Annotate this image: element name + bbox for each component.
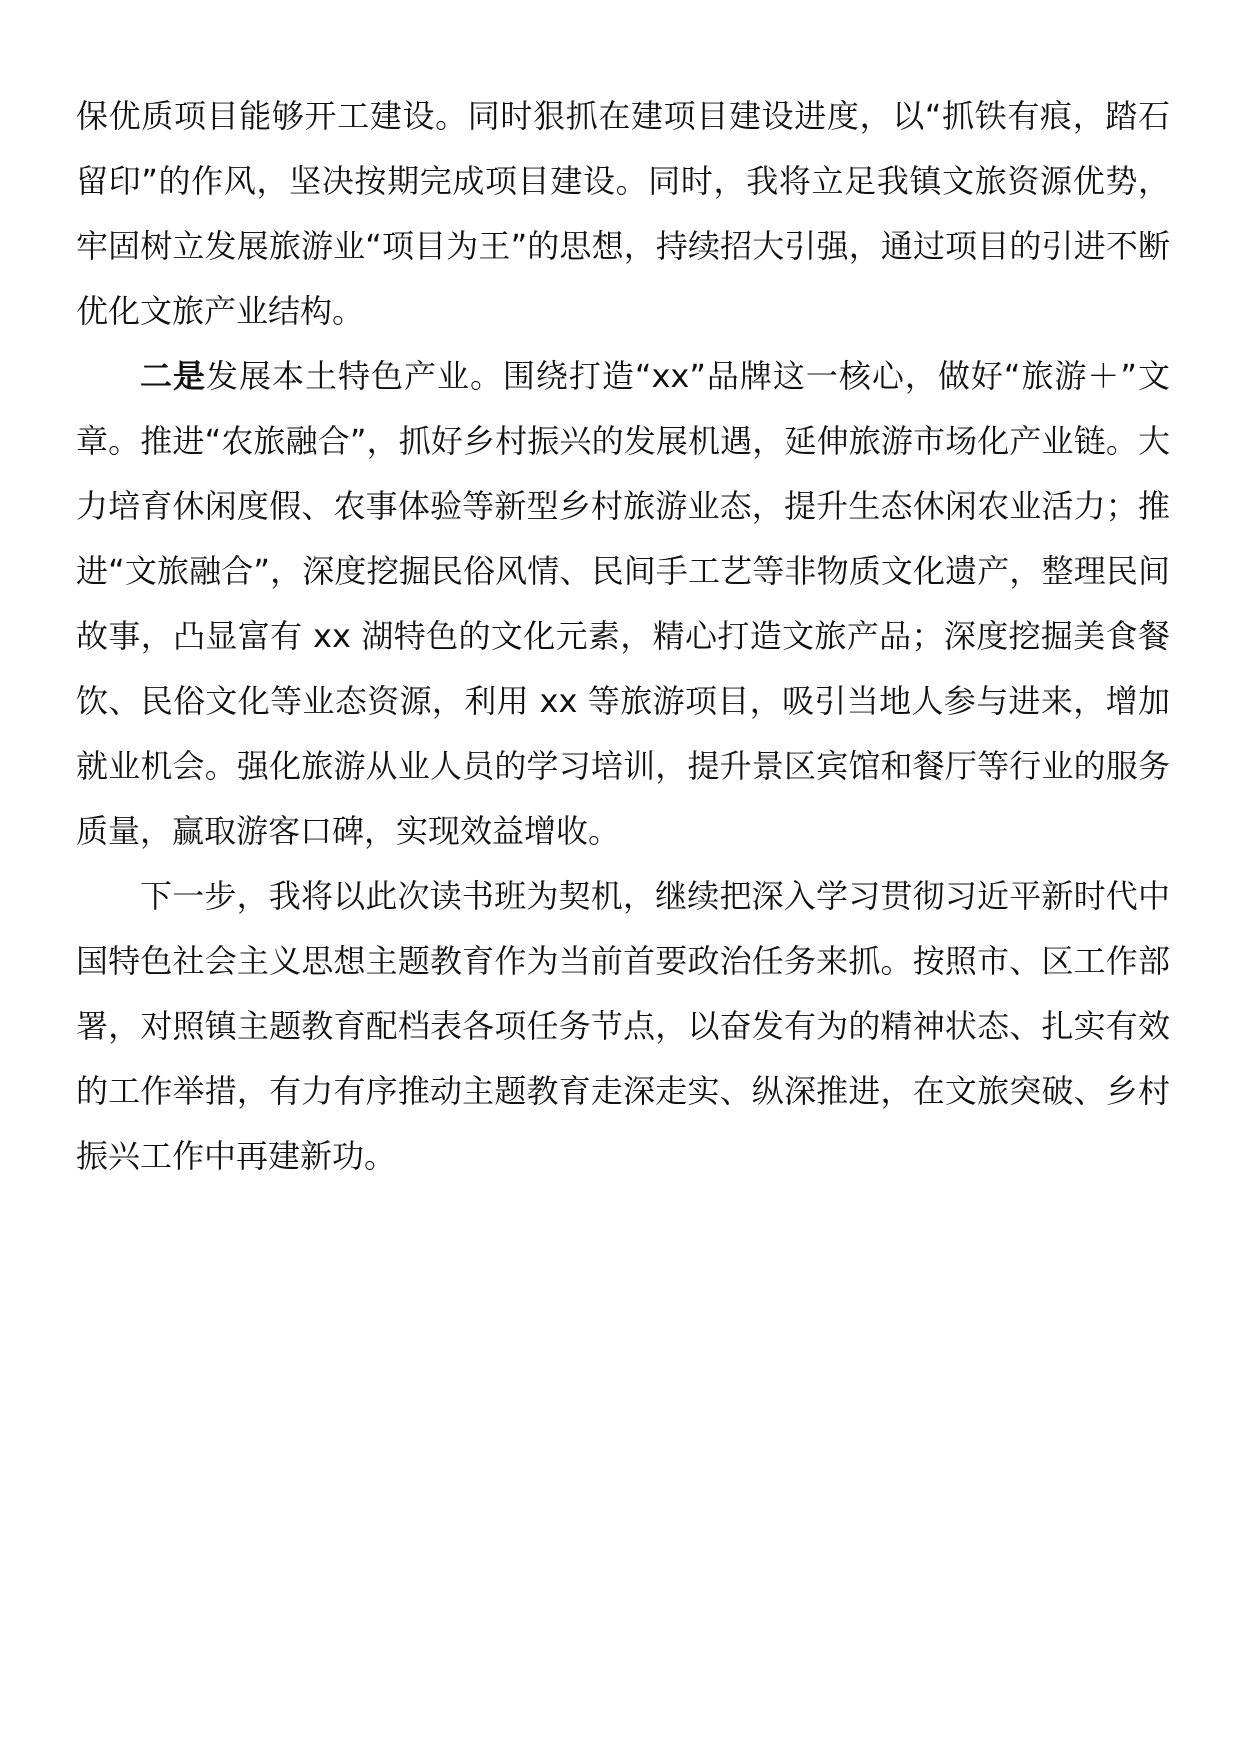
paragraph-text: 保优质项目能够开工建设。同时狠抓在建项目建设进度，以“抓铁有痕，踏石留印”的作风，坚决按期完成项目建设。同时，我将立足我镇文旅资源优势，牢固树立发展旅游业“项目为王”的思想，持续招大引强，通过项目的引进不断优化文旅产业结构。 [76, 97, 1170, 330]
paragraph-lead-heading: 二是 [140, 357, 206, 395]
paragraph-project-construction [76, 84, 1170, 344]
paragraph-next-steps [76, 864, 1170, 1189]
document-body [76, 84, 1170, 1189]
paragraph-local-industry [76, 344, 1170, 864]
paragraph-text: 发展本土特色产业。围绕打造“xx”品牌这一核心，做好“旅游＋”文章。推进“农旅融合”，抓好乡村振兴的发展机遇，延伸旅游市场化产业链。大力培育休闲度假、农事体验等新型乡村旅游业态，提升生态休闲农业活力；推进“文旅融合”，深度挖掘民俗风情、民间手工艺等非物质文化遗产，整理民间故事，凸显富有 xx 湖特色的文化元素，精心打造文旅产品；深度挖掘美食餐饮、民俗文化等业态资源，利用 xx 等旅游项目，吸引当地人参与进来，增加就业机会。强化旅游从业人员的学习培训，提升景区宾馆和餐厅等行业的服务质量，赢取游客口碑，实现效益增收。 [76, 357, 1170, 850]
paragraph-text: 下一步，我将以此次读书班为契机，继续把深入学习贯彻习近平新时代中国特色社会主义思想主题教育作为当前首要政治任务来抓。按照市、区工作部署，对照镇主题教育配档表各项任务节点，以奋发有为的精神状态、扎实有效的工作举措，有力有序推动主题教育走深走实、纵深推进，在文旅突破、乡村振兴工作中再建新功。 [76, 877, 1170, 1175]
